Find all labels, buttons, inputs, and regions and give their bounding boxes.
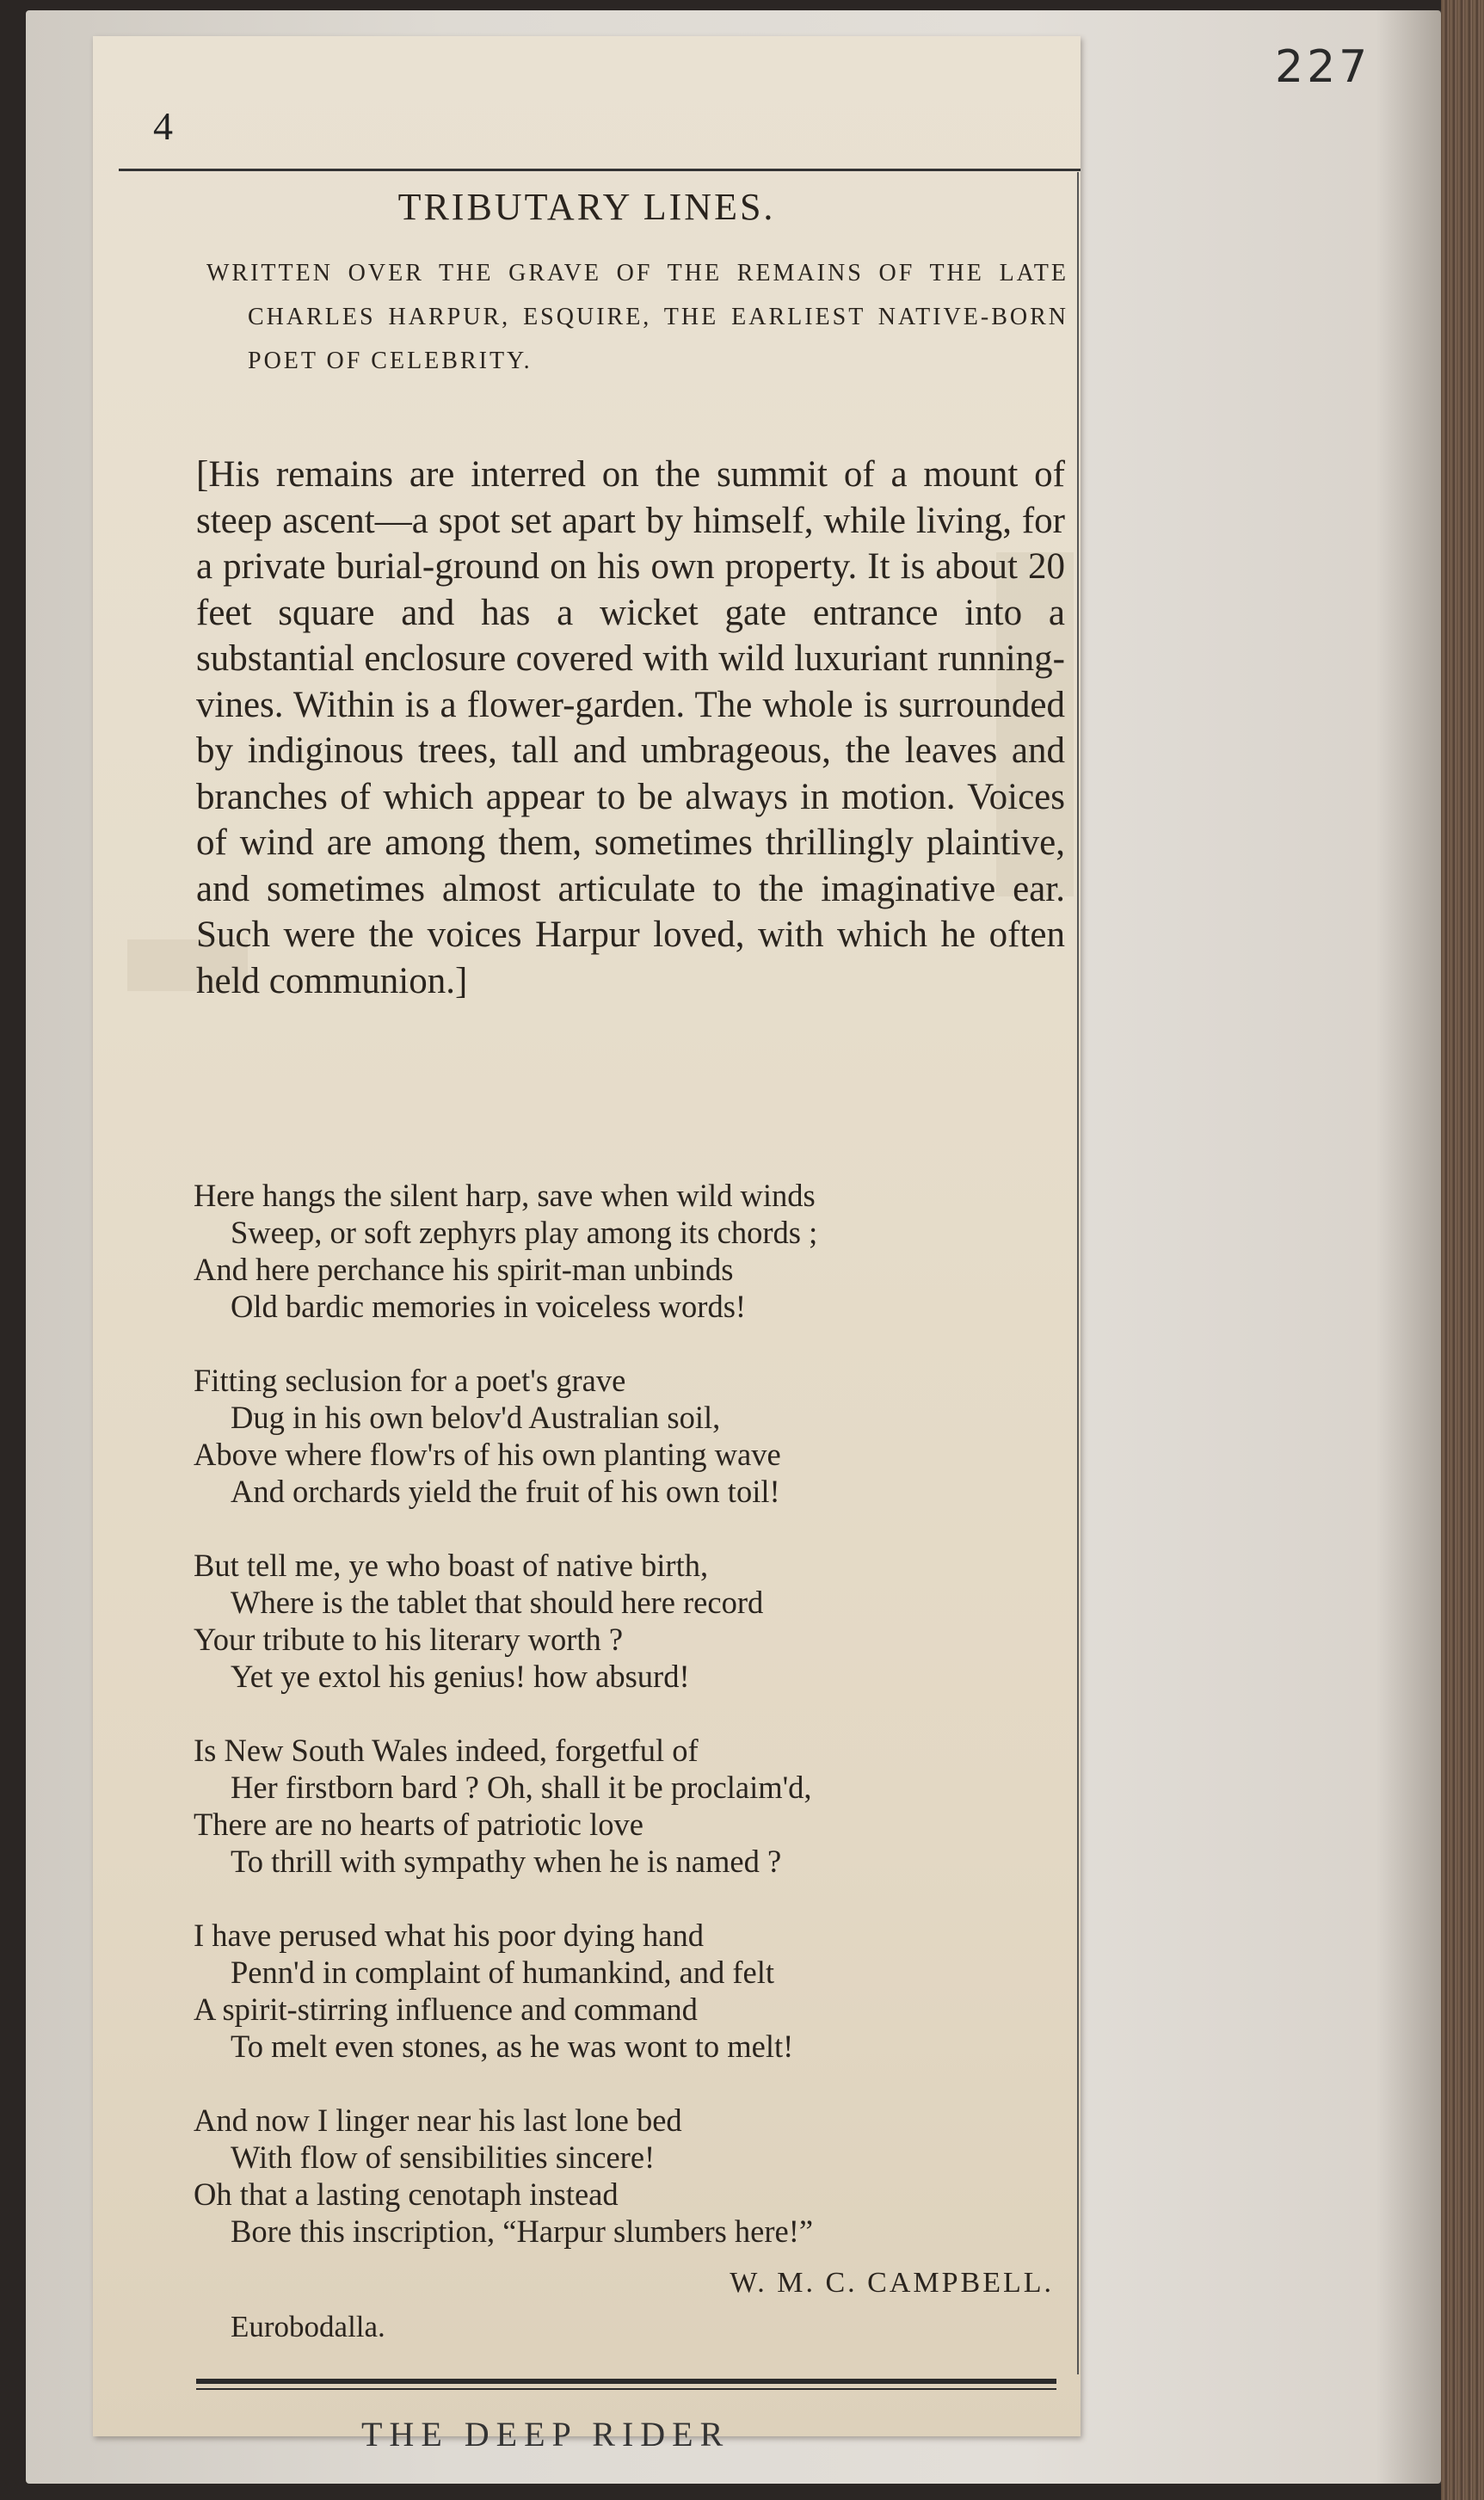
poem-line: I have perused what his poor dying hand	[194, 1918, 704, 1953]
poem-line: Fitting seclusion for a poet's grave	[194, 1363, 626, 1398]
poem-line: Is New South Wales indeed, forgetful of	[194, 1733, 699, 1768]
column-number: 4	[153, 104, 173, 148]
stanza	[194, 2102, 1080, 2250]
stanza	[194, 1917, 1080, 2065]
author-signature: W. M. C. CAMPBELL.	[730, 2267, 1054, 2299]
poem-line: And here perchance his spirit-man unbinds	[194, 1252, 734, 1287]
bottom-rule	[196, 2379, 1056, 2384]
page-edge-shadow	[1376, 10, 1441, 2484]
poem-line: Sweep, or soft zephyrs play among its chords ;	[231, 1215, 818, 1250]
poem-line: Penn'd in complaint of humankind, and felt	[231, 1955, 775, 1990]
poem-line: And now I linger near his last lone bed	[194, 2103, 682, 2138]
article-prose: [His remains are interred on the summit of a mount of steep ascent—a spot set apart by himself, while living, for a private burial-ground on his own property. It is about 20 feet square and has a wicket gate entrance into a substantial enclosure covered with wild luxuriant running-vines. Within is a flower-garden. The whole is surrounded by indiginous trees, tall and umbrageous, the leaves and branches of which appear to be always in motion. Voices of wind are among them, sometimes thrillingly plaintive, and sometimes almost articulate to the imaginative ear. Such were the voices Harpur loved, with which he often held communion.]	[196, 454, 1065, 1001]
folio-number: 227	[1275, 41, 1371, 93]
poem-line: There are no hearts of patriotic love	[194, 1807, 643, 1842]
article-title: TRIBUTARY LINES.	[397, 186, 776, 228]
poem	[194, 1177, 1080, 2287]
poem-line: And orchards yield the fruit of his own toil!	[231, 1474, 780, 1509]
poem-line: Your tribute to his literary worth ?	[194, 1622, 624, 1657]
poem-line: A spirit-stirring influence and command	[194, 1992, 698, 2027]
poem-line: But tell me, ye who boast of native birth,	[194, 1548, 709, 1583]
next-article-headline-fragment	[361, 2415, 964, 2454]
author-place: Eurobodalla.	[231, 2310, 385, 2343]
poem-line: Dug in his own belov'd Australian soil,	[231, 1400, 721, 1435]
poem-line: Where is the tablet that should here record	[231, 1585, 764, 1620]
bottom-rule-thin	[196, 2388, 1056, 2390]
book-page-edges	[1441, 0, 1484, 2500]
poem-line: Yet ye extol his genius! how absurd!	[231, 1659, 690, 1694]
poem-line: To thrill with sympathy when he is named ?	[231, 1844, 782, 1879]
poem-line: Above where flow'rs of his own planting wave	[194, 1437, 781, 1472]
stanza	[194, 1732, 1080, 1880]
next-article-headline-text: THE DEEP RIDER	[361, 2415, 730, 2454]
poem-line: Here hangs the silent harp, save when wild winds	[194, 1178, 816, 1213]
stanza	[194, 1177, 1080, 1325]
poem-line: Oh that a lasting cenotaph instead	[194, 2177, 619, 2212]
poem-line: Her firstborn bard ? Oh, shall it be proclaim'd,	[231, 1770, 812, 1805]
stanza	[194, 1547, 1080, 1695]
top-rule	[119, 169, 1081, 171]
poem-line: Bore this inscription, “Harpur slumbers here!”	[231, 2214, 814, 2249]
poem-line: Old bardic memories in voiceless words!	[231, 1289, 747, 1324]
article-subtitle: WRITTEN OVER THE GRAVE OF THE REMAINS OF THE LATE CHARLES HARPUR, ESQUIRE, THE EARLIEST NATIVE-BORN POET OF CELEBRITY.	[206, 260, 1068, 374]
poem-line: To melt even stones, as he was wont to melt!	[231, 2029, 794, 2064]
poem-line: With flow of sensibilities sincere!	[231, 2140, 656, 2175]
stanza	[194, 1362, 1080, 1510]
